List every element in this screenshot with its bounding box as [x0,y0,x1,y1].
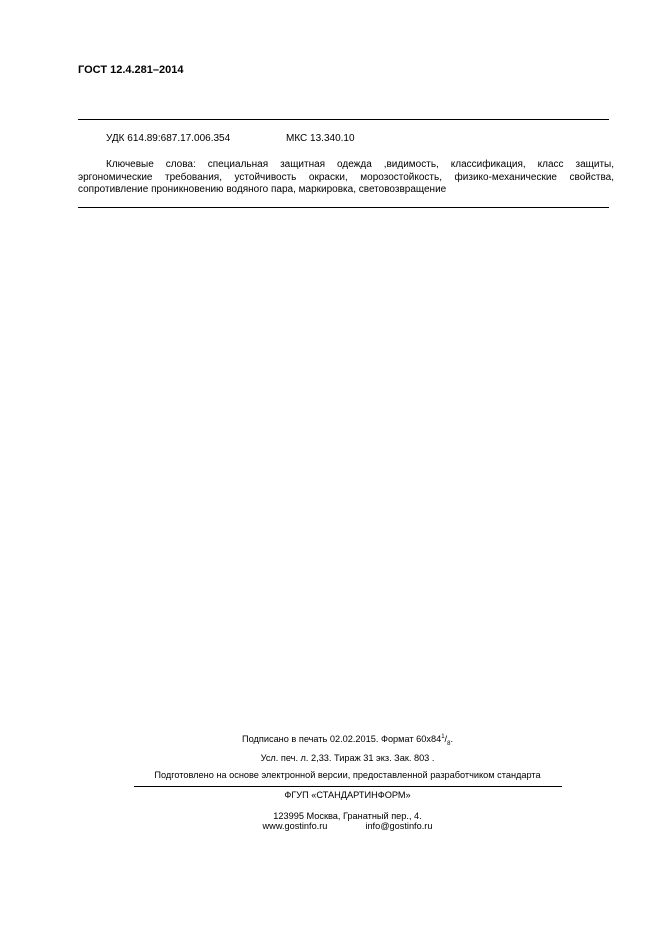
top-divider [78,119,609,120]
publisher-address: 123995 Москва, Гранатный пер., 4. [273,811,422,821]
signed-suffix: . [450,734,453,745]
mks-code: МКС 13.340.10 [286,133,355,144]
document-code: ГОСТ 12.4.281–2014 [78,64,184,76]
publisher-name: ФГУП «СТАНДАРТИНФОРМ» [284,790,411,800]
signed-text: Подписано в печать 02.02.2015. Формат 60х84 [242,734,442,745]
website-link[interactable]: www.gostinfo.ru [262,821,328,831]
keywords-divider [78,207,609,208]
udc-code: УДК 614.89:687.17.006.354 [106,133,231,144]
publisher-contacts [100,821,595,831]
keywords-paragraph: Ключевые слова: специальная защитная одежда ,видимость, классификация, класс защиты, эргономические требования, устойчивость окраски, морозостойкость, физико-механические свойства, сопротивление проникновению водяного пара, маркировка, световозвращение [78,159,614,195]
format-numerator: 1 [441,734,445,740]
prepared-note: Подготовлено на основе электронной версии, предоставленной разработчиком стандарта [154,770,541,780]
imprint-divider [134,786,562,787]
conventional-sheets: Усл. печ. л. 2,33. Тираж 31 экз. Зак. 803 . [260,753,435,763]
email-link[interactable]: info@gostinfo.ru [365,821,433,831]
format-denominator: 8 [447,740,451,747]
signed-to-print: Подписано в печать 02.02.2015. Формат $60х84^1/_8$. [242,734,453,747]
